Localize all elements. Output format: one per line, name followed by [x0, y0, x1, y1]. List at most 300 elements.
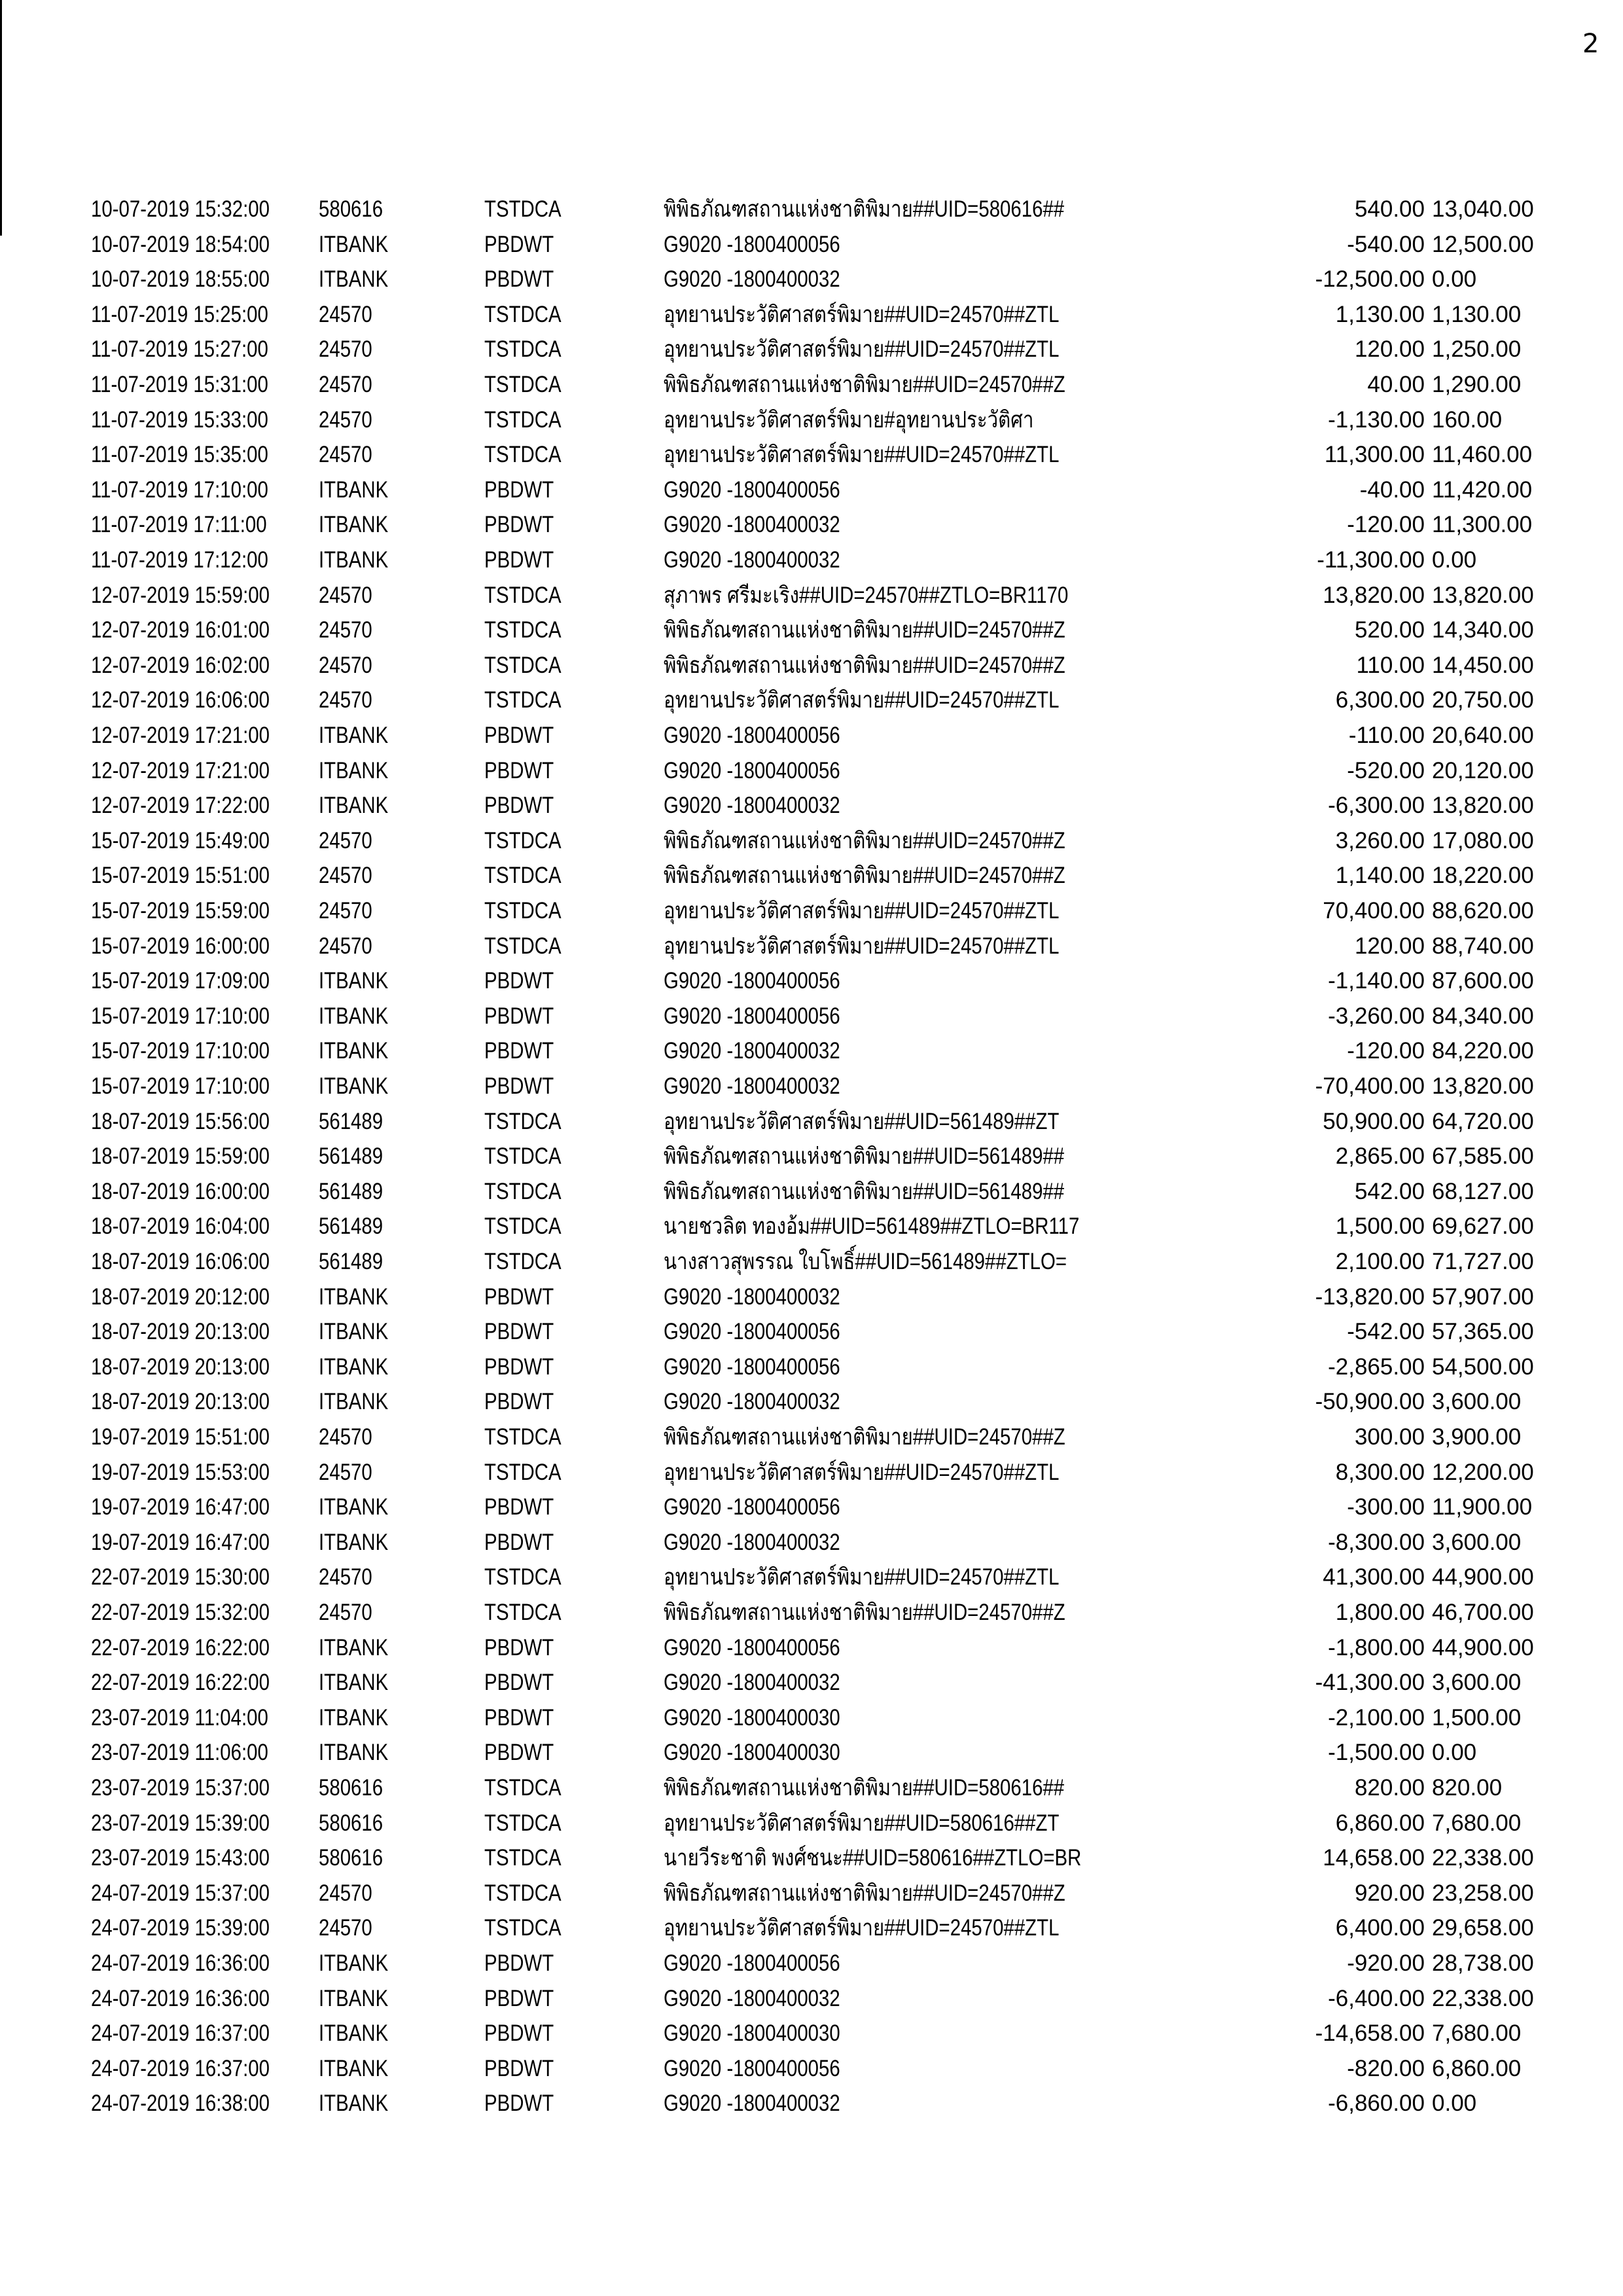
transaction-description: G9020 -1800400032	[664, 1283, 840, 1310]
table-row	[0, 232, 1623, 267]
transaction-amount: 820.00	[1354, 1775, 1425, 1801]
transaction-type: TSTDCA	[484, 372, 562, 397]
transaction-id: ITBANK	[319, 1354, 389, 1380]
transaction-amount: -8,300.00	[1328, 1529, 1425, 1555]
table-row	[0, 1389, 1623, 1424]
transaction-balance: 0.00	[1432, 547, 1477, 573]
transaction-id: 24570	[319, 617, 372, 643]
transaction-id: 24570	[319, 1880, 372, 1906]
transaction-id: ITBANK	[319, 1985, 389, 2011]
transaction-datetime: 24-07-2019 16:37:00	[91, 2055, 270, 2081]
table-row	[0, 933, 1623, 969]
transaction-amount: -13,820.00	[1315, 1283, 1425, 1310]
transaction-id: ITBANK	[319, 266, 389, 293]
transaction-id: 561489	[319, 1178, 383, 1204]
transaction-type: TSTDCA	[484, 1810, 562, 1836]
transaction-datetime: 24-07-2019 16:37:00	[91, 2020, 270, 2047]
transaction-id: ITBANK	[319, 2020, 389, 2047]
transaction-id: ITBANK	[319, 1634, 389, 1660]
transaction-description: G9020 -1800400032	[664, 2090, 840, 2117]
transaction-id: ITBANK	[319, 476, 389, 503]
transaction-type: PBDWT	[484, 547, 554, 573]
transaction-datetime: 15-07-2019 15:59:00	[91, 898, 270, 924]
transaction-type: TSTDCA	[484, 336, 562, 363]
table-row	[0, 583, 1623, 618]
transaction-amount: -820.00	[1347, 2055, 1425, 2081]
transaction-datetime: 22-07-2019 16:22:00	[91, 1634, 270, 1660]
transaction-datetime: 15-07-2019 15:51:00	[91, 863, 270, 889]
table-row	[0, 1319, 1623, 1354]
transaction-description: G9020 -1800400056	[664, 2055, 840, 2081]
table-row	[0, 442, 1623, 477]
table-row	[0, 1073, 1623, 1109]
transaction-balance: 1,290.00	[1432, 372, 1522, 397]
transaction-type: TSTDCA	[484, 1143, 562, 1170]
transaction-balance: 1,130.00	[1432, 301, 1522, 327]
transaction-amount: -1,130.00	[1328, 406, 1425, 433]
transaction-type: PBDWT	[484, 757, 554, 783]
transaction-balance: 64,720.00	[1432, 1108, 1534, 1134]
transaction-id: ITBANK	[319, 1950, 389, 1976]
transaction-datetime: 18-07-2019 15:56:00	[91, 1108, 270, 1134]
transaction-type: TSTDCA	[484, 898, 562, 924]
transaction-datetime: 11-07-2019 15:35:00	[91, 442, 268, 468]
table-row	[0, 1950, 1623, 1986]
transaction-description: พิพิธภัณฑสถานแห่งชาติพิมาย##UID=561489##	[664, 1178, 1065, 1204]
table-row	[0, 1915, 1623, 1950]
transaction-id: 24570	[319, 863, 372, 889]
transaction-type: TSTDCA	[484, 442, 562, 468]
transaction-type: PBDWT	[484, 793, 554, 819]
transaction-type: PBDWT	[484, 1985, 554, 2011]
transaction-amount: -11,300.00	[1317, 547, 1425, 573]
transaction-balance: 44,900.00	[1432, 1564, 1534, 1590]
transaction-amount: -120.00	[1347, 512, 1425, 538]
transaction-amount: 120.00	[1354, 933, 1425, 959]
transaction-type: PBDWT	[484, 1740, 554, 1766]
transaction-amount: -3,260.00	[1328, 1003, 1425, 1029]
transaction-amount: -120.00	[1347, 1038, 1425, 1064]
transaction-id: ITBANK	[319, 793, 389, 819]
transaction-amount: 920.00	[1354, 1880, 1425, 1906]
table-row	[0, 2056, 1623, 2091]
transaction-datetime: 11-07-2019 15:33:00	[91, 406, 268, 433]
transaction-id: ITBANK	[319, 1494, 389, 1520]
transaction-id: 24570	[319, 687, 372, 713]
transaction-description: อุทยานประวัติศาสตร์พิมาย##UID=561489##ZT	[664, 1108, 1060, 1134]
transaction-type: TSTDCA	[484, 1915, 562, 1941]
transaction-amount: 1,140.00	[1335, 863, 1425, 889]
table-row	[0, 1880, 1623, 1916]
transaction-type: PBDWT	[484, 1283, 554, 1310]
transaction-id: ITBANK	[319, 1529, 389, 1555]
transaction-id: ITBANK	[319, 968, 389, 994]
transaction-type: TSTDCA	[484, 1600, 562, 1625]
transaction-amount: -1,140.00	[1328, 968, 1425, 994]
transaction-description: G9020 -1800400056	[664, 1319, 840, 1345]
transaction-balance: 1,500.00	[1432, 1704, 1522, 1731]
transaction-balance: 7,680.00	[1432, 2020, 1522, 2047]
transaction-type: PBDWT	[484, 968, 554, 994]
transaction-description: G9020 -1800400030	[664, 1704, 840, 1731]
transaction-datetime: 22-07-2019 16:22:00	[91, 1670, 270, 1696]
transaction-datetime: 24-07-2019 16:36:00	[91, 1950, 270, 1976]
transaction-datetime: 11-07-2019 17:11:00	[91, 512, 267, 538]
transaction-description: พิพิธภัณฑสถานแห่งชาติพิมาย##UID=580616##	[664, 1775, 1065, 1801]
table-row	[0, 1179, 1623, 1214]
transaction-balance: 20,750.00	[1432, 687, 1534, 713]
table-row	[0, 1705, 1623, 1740]
transaction-datetime: 10-07-2019 15:32:00	[91, 196, 270, 222]
table-row	[0, 407, 1623, 442]
transaction-type: TSTDCA	[484, 1178, 562, 1204]
transaction-description: G9020 -1800400032	[664, 1389, 840, 1415]
transaction-id: 24570	[319, 898, 372, 924]
transaction-id: ITBANK	[319, 547, 389, 573]
transaction-balance: 69,627.00	[1432, 1213, 1534, 1240]
transaction-type: PBDWT	[484, 1704, 554, 1731]
transaction-type: PBDWT	[484, 1529, 554, 1555]
transaction-datetime: 18-07-2019 20:13:00	[91, 1389, 270, 1415]
transaction-type: TSTDCA	[484, 687, 562, 713]
transaction-description: พิพิธภัณฑสถานแห่งชาติพิมาย##UID=24570##Z	[664, 372, 1065, 397]
transaction-description: นายวีระชาติ พงศ์ชนะ##UID=580616##ZTLO=BR	[664, 1845, 1082, 1871]
transaction-amount: 14,658.00	[1323, 1845, 1425, 1871]
table-row	[0, 1213, 1623, 1249]
transaction-balance: 14,340.00	[1432, 617, 1534, 643]
transaction-balance: 0.00	[1432, 2090, 1477, 2117]
transaction-amount: 542.00	[1354, 1178, 1425, 1204]
transaction-type: PBDWT	[484, 2020, 554, 2047]
transaction-type: TSTDCA	[484, 652, 562, 678]
transaction-datetime: 15-07-2019 15:49:00	[91, 827, 270, 853]
transaction-type: TSTDCA	[484, 301, 562, 327]
transaction-type: TSTDCA	[484, 1108, 562, 1134]
transaction-type: PBDWT	[484, 1494, 554, 1520]
transaction-id: 561489	[319, 1108, 383, 1134]
transaction-balance: 84,220.00	[1432, 1038, 1534, 1064]
transaction-description: G9020 -1800400056	[664, 723, 840, 748]
transaction-type: PBDWT	[484, 723, 554, 748]
transaction-description: อุทยานประวัติศาสตร์พิมาย#อุทยานประวัติศา	[664, 406, 1034, 433]
transaction-datetime: 15-07-2019 17:10:00	[91, 1038, 270, 1064]
table-row	[0, 1600, 1623, 1635]
transaction-amount: 70,400.00	[1323, 898, 1425, 924]
transaction-id: 24570	[319, 827, 372, 853]
transaction-id: 24570	[319, 1459, 372, 1485]
table-row	[0, 1424, 1623, 1460]
transaction-amount: -920.00	[1347, 1950, 1425, 1976]
transaction-id: ITBANK	[319, 1670, 389, 1696]
table-row	[0, 302, 1623, 337]
page-number: 2	[1582, 29, 1599, 59]
transaction-amount: -540.00	[1347, 231, 1425, 257]
transaction-description: พิพิธภัณฑสถานแห่งชาติพิมาย##UID=24570##Z	[664, 652, 1065, 678]
table-row	[0, 1109, 1623, 1144]
transaction-amount: 110.00	[1356, 652, 1425, 678]
transaction-description: G9020 -1800400056	[664, 1354, 840, 1380]
transaction-type: PBDWT	[484, 1003, 554, 1029]
transaction-id: 580616	[319, 196, 383, 222]
table-row	[0, 758, 1623, 793]
transaction-id: 24570	[319, 1564, 372, 1590]
transaction-id: ITBANK	[319, 1740, 389, 1766]
transaction-id: ITBANK	[319, 1073, 389, 1099]
transaction-description: อุทยานประวัติศาสตร์พิมาย##UID=24570##ZTL	[664, 301, 1060, 327]
transaction-id: ITBANK	[319, 1389, 389, 1415]
table-row	[0, 1249, 1623, 1284]
transaction-datetime: 23-07-2019 11:04:00	[91, 1704, 268, 1731]
transaction-balance: 12,200.00	[1432, 1459, 1534, 1485]
transaction-id: ITBANK	[319, 2090, 389, 2117]
transaction-datetime: 12-07-2019 17:22:00	[91, 793, 270, 819]
transaction-type: PBDWT	[484, 1634, 554, 1660]
transaction-datetime: 15-07-2019 16:00:00	[91, 933, 270, 959]
transaction-datetime: 22-07-2019 15:32:00	[91, 1600, 270, 1625]
transaction-amount: -12,500.00	[1315, 266, 1425, 293]
transaction-datetime: 10-07-2019 18:55:00	[91, 266, 270, 293]
transaction-type: TSTDCA	[484, 1424, 562, 1450]
transaction-datetime: 12-07-2019 17:21:00	[91, 757, 270, 783]
transaction-description: G9020 -1800400056	[664, 476, 840, 503]
transaction-description: พิพิธภัณฑสถานแห่งชาติพิมาย##UID=24570##Z	[664, 1600, 1065, 1625]
table-row	[0, 547, 1623, 583]
transaction-amount: 2,865.00	[1335, 1143, 1425, 1170]
transaction-balance: 20,640.00	[1432, 723, 1534, 748]
transaction-balance: 14,450.00	[1432, 652, 1534, 678]
transaction-amount: 6,860.00	[1335, 1810, 1425, 1836]
transaction-balance: 6,860.00	[1432, 2055, 1522, 2081]
table-row	[0, 372, 1623, 407]
transaction-id: ITBANK	[319, 512, 389, 538]
transaction-description: อุทยานประวัติศาสตร์พิมาย##UID=24570##ZTL	[664, 933, 1060, 959]
transaction-description: G9020 -1800400056	[664, 1003, 840, 1029]
transaction-amount: 2,100.00	[1335, 1249, 1425, 1274]
transaction-amount: 50,900.00	[1323, 1108, 1425, 1134]
transaction-balance: 22,338.00	[1432, 1985, 1534, 2011]
table-row	[0, 2090, 1623, 2126]
transaction-amount: -41,300.00	[1315, 1670, 1425, 1696]
transaction-amount: -14,658.00	[1315, 2020, 1425, 2047]
transaction-balance: 12,500.00	[1432, 231, 1534, 257]
transaction-type: PBDWT	[484, 1319, 554, 1345]
transaction-description: G9020 -1800400032	[664, 1038, 840, 1064]
transaction-balance: 0.00	[1432, 1740, 1477, 1766]
transaction-datetime: 11-07-2019 15:31:00	[91, 372, 268, 397]
table-row	[0, 1284, 1623, 1319]
table-row	[0, 793, 1623, 828]
transaction-description: G9020 -1800400056	[664, 231, 840, 257]
transaction-id: ITBANK	[319, 1704, 389, 1731]
transaction-id: 24570	[319, 1424, 372, 1450]
transaction-id: 580616	[319, 1845, 383, 1871]
transaction-type: TSTDCA	[484, 1880, 562, 1906]
transaction-type: PBDWT	[484, 1950, 554, 1976]
transaction-amount: 520.00	[1354, 617, 1425, 643]
transaction-type: TSTDCA	[484, 196, 562, 222]
transaction-amount: -110.00	[1348, 723, 1425, 748]
transaction-id: ITBANK	[319, 1319, 389, 1345]
transaction-datetime: 18-07-2019 20:12:00	[91, 1283, 270, 1310]
transaction-type: TSTDCA	[484, 863, 562, 889]
transaction-type: PBDWT	[484, 476, 554, 503]
transaction-id: 24570	[319, 933, 372, 959]
table-row	[0, 1564, 1623, 1600]
transaction-balance: 7,680.00	[1432, 1810, 1522, 1836]
transaction-balance: 3,600.00	[1432, 1389, 1522, 1415]
table-row	[0, 1143, 1623, 1179]
transaction-description: G9020 -1800400032	[664, 512, 840, 538]
transaction-description: สุภาพร ศรีมะเริง##UID=24570##ZTLO=BR1170	[664, 582, 1069, 608]
transaction-balance: 88,740.00	[1432, 933, 1534, 959]
table-row	[0, 1460, 1623, 1495]
table-row	[0, 1003, 1623, 1039]
transaction-type: TSTDCA	[484, 617, 562, 643]
transaction-description: G9020 -1800400032	[664, 547, 840, 573]
transaction-description: นางสาวสุพรรณ ใบโพธิ์##UID=561489##ZTLO=	[664, 1249, 1067, 1274]
transaction-description: G9020 -1800400032	[664, 266, 840, 293]
transaction-datetime: 11-07-2019 15:25:00	[91, 301, 268, 327]
transaction-datetime: 18-07-2019 20:13:00	[91, 1319, 270, 1345]
transaction-amount: -50,900.00	[1315, 1389, 1425, 1415]
transaction-amount: 1,500.00	[1335, 1213, 1425, 1240]
transaction-id: 561489	[319, 1143, 383, 1170]
transaction-type: TSTDCA	[484, 1213, 562, 1240]
transaction-type: PBDWT	[484, 231, 554, 257]
transaction-type: TSTDCA	[484, 406, 562, 433]
transaction-balance: 3,600.00	[1432, 1529, 1522, 1555]
transaction-type: PBDWT	[484, 1670, 554, 1696]
transaction-description: อุทยานประวัติศาสตร์พิมาย##UID=24570##ZTL	[664, 1564, 1060, 1590]
table-row	[0, 1845, 1623, 1880]
transaction-balance: 13,820.00	[1432, 1073, 1534, 1099]
transaction-balance: 820.00	[1432, 1775, 1503, 1801]
transaction-balance: 11,460.00	[1432, 442, 1533, 468]
transaction-datetime: 15-07-2019 17:09:00	[91, 968, 270, 994]
transaction-id: 24570	[319, 336, 372, 363]
transaction-balance: 1,250.00	[1432, 336, 1522, 363]
transaction-description: อุทยานประวัติศาสตร์พิมาย##UID=24570##ZTL	[664, 442, 1060, 468]
transaction-datetime: 12-07-2019 16:01:00	[91, 617, 270, 643]
transaction-type: TSTDCA	[484, 827, 562, 853]
transaction-amount: 1,800.00	[1335, 1600, 1425, 1625]
transaction-description: อุทยานประวัติศาสตร์พิมาย##UID=24570##ZTL	[664, 1915, 1060, 1941]
transaction-datetime: 10-07-2019 18:54:00	[91, 231, 270, 257]
transaction-datetime: 11-07-2019 17:10:00	[91, 476, 268, 503]
transaction-amount: -6,860.00	[1328, 2090, 1425, 2117]
transaction-amount: -2,100.00	[1328, 1704, 1425, 1731]
transaction-description: G9020 -1800400032	[664, 1529, 840, 1555]
transaction-datetime: 12-07-2019 16:02:00	[91, 652, 270, 678]
transaction-balance: 11,300.00	[1432, 512, 1533, 538]
transaction-datetime: 22-07-2019 15:30:00	[91, 1564, 270, 1590]
transaction-amount: -1,500.00	[1328, 1740, 1425, 1766]
transaction-balance: 11,420.00	[1432, 476, 1533, 503]
transaction-type: TSTDCA	[484, 1249, 562, 1274]
transaction-datetime: 15-07-2019 17:10:00	[91, 1003, 270, 1029]
table-row	[0, 1354, 1623, 1390]
transaction-description: พิพิธภัณฑสถานแห่งชาติพิมาย##UID=24570##Z	[664, 863, 1065, 889]
transaction-description: พิพิธภัณฑสถานแห่งชาติพิมาย##UID=24570##Z	[664, 617, 1065, 643]
transaction-amount: 3,260.00	[1335, 827, 1425, 853]
table-row	[0, 336, 1623, 372]
transaction-datetime: 24-07-2019 16:38:00	[91, 2090, 270, 2117]
transaction-balance: 29,658.00	[1432, 1915, 1534, 1941]
table-row	[0, 1635, 1623, 1670]
transaction-id: 561489	[319, 1213, 383, 1240]
transaction-balance: 3,600.00	[1432, 1670, 1522, 1696]
transaction-datetime: 18-07-2019 15:59:00	[91, 1143, 270, 1170]
transaction-description: G9020 -1800400056	[664, 1950, 840, 1976]
table-row	[0, 1038, 1623, 1073]
transaction-description: อุทยานประวัติศาสตร์พิมาย##UID=24570##ZTL	[664, 898, 1060, 924]
transaction-datetime: 19-07-2019 15:51:00	[91, 1424, 270, 1450]
transaction-datetime: 18-07-2019 16:04:00	[91, 1213, 270, 1240]
transaction-amount: 11,300.00	[1324, 442, 1425, 468]
transaction-description: พิพิธภัณฑสถานแห่งชาติพิมาย##UID=24570##Z	[664, 827, 1065, 853]
transaction-id: 24570	[319, 406, 372, 433]
transaction-type: TSTDCA	[484, 582, 562, 608]
transaction-balance: 57,907.00	[1432, 1283, 1534, 1310]
transaction-balance: 68,127.00	[1432, 1178, 1534, 1204]
transaction-datetime: 11-07-2019 15:27:00	[91, 336, 268, 363]
transaction-datetime: 12-07-2019 15:59:00	[91, 582, 270, 608]
transaction-id: 24570	[319, 442, 372, 468]
transaction-description: พิพิธภัณฑสถานแห่งชาติพิมาย##UID=561489##	[664, 1143, 1065, 1170]
transaction-type: PBDWT	[484, 1389, 554, 1415]
transaction-datetime: 23-07-2019 15:39:00	[91, 1810, 270, 1836]
table-row	[0, 196, 1623, 232]
transaction-description: G9020 -1800400032	[664, 793, 840, 819]
transaction-description: G9020 -1800400056	[664, 757, 840, 783]
table-row	[0, 1740, 1623, 1775]
transaction-balance: 88,620.00	[1432, 898, 1534, 924]
transaction-type: TSTDCA	[484, 1845, 562, 1871]
transaction-amount: -6,300.00	[1328, 793, 1425, 819]
transaction-balance: 13,820.00	[1432, 793, 1534, 819]
transaction-amount: 120.00	[1354, 336, 1425, 363]
transaction-type: PBDWT	[484, 2090, 554, 2117]
table-row	[0, 1670, 1623, 1705]
transaction-balance: 22,338.00	[1432, 1845, 1534, 1871]
table-row	[0, 898, 1623, 933]
transaction-datetime: 19-07-2019 16:47:00	[91, 1529, 270, 1555]
transaction-description: G9020 -1800400056	[664, 1494, 840, 1520]
transaction-description: นายชวลิต ทองอ้ม##UID=561489##ZTLO=BR117	[664, 1213, 1080, 1240]
transaction-amount: -1,800.00	[1328, 1634, 1425, 1660]
table-row	[0, 1494, 1623, 1530]
table-row	[0, 512, 1623, 547]
transaction-balance: 44,900.00	[1432, 1634, 1534, 1660]
transaction-balance: 84,340.00	[1432, 1003, 1534, 1029]
transaction-balance: 17,080.00	[1432, 827, 1534, 853]
transaction-description: G9020 -1800400056	[664, 1634, 840, 1660]
transaction-amount: -300.00	[1347, 1494, 1425, 1520]
transaction-amount: 6,400.00	[1335, 1915, 1425, 1941]
table-row	[0, 617, 1623, 653]
transaction-id: ITBANK	[319, 2055, 389, 2081]
transaction-balance: 11,900.00	[1432, 1494, 1533, 1520]
transaction-balance: 67,585.00	[1432, 1143, 1534, 1170]
transaction-balance: 0.00	[1432, 266, 1477, 293]
transaction-amount: -40.00	[1359, 476, 1425, 503]
transaction-type: PBDWT	[484, 1073, 554, 1099]
transaction-amount: 41,300.00	[1323, 1564, 1425, 1590]
transaction-balance: 87,600.00	[1432, 968, 1534, 994]
transaction-type: PBDWT	[484, 1038, 554, 1064]
transaction-id: 24570	[319, 1600, 372, 1625]
table-row	[0, 1775, 1623, 1810]
